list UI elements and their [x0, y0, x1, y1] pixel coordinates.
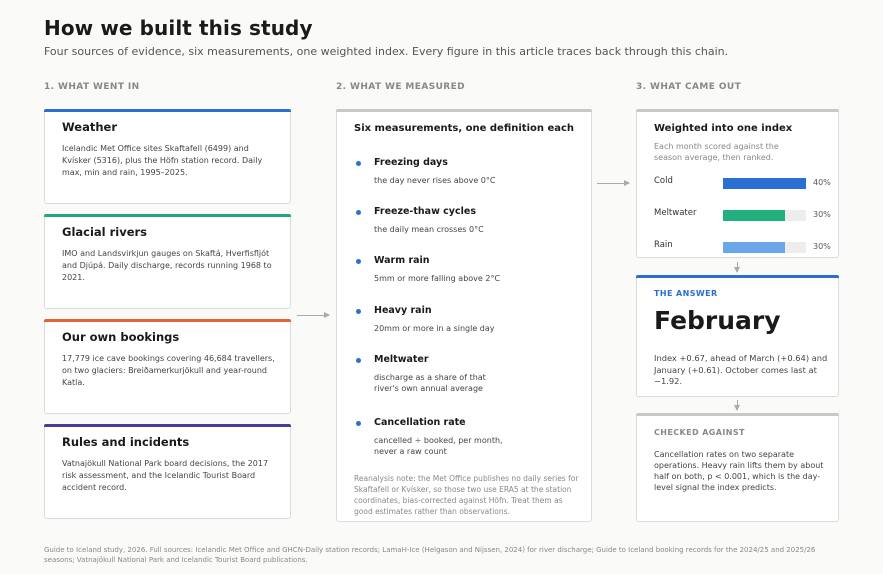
measurements-card [336, 109, 592, 522]
flow-arrow-right [297, 315, 329, 316]
measurement-name: Meltwater [374, 354, 429, 365]
card-top-bar [336, 109, 592, 112]
source-accent-bar [44, 319, 291, 322]
page-title: How we built this study [44, 16, 313, 40]
measurement-definition: 20mm or more in a single day [374, 324, 495, 333]
source-accent-bar [44, 109, 291, 112]
source-card-glacial-rivers [44, 214, 291, 309]
source-description: 17,779 ice cave bookings covering 46,684 travellers, on two glaciers: Breiðamerkurjökull and year-round Katla. [62, 354, 275, 387]
measurement-definition: discharge as a share of that river's own annual average [374, 373, 486, 393]
source-card-weather [44, 109, 291, 204]
weight-bar-track [723, 178, 806, 189]
flow-arrow-down [737, 400, 738, 410]
measurement-name: Freezing days [374, 157, 448, 168]
flow-arrow-right [597, 183, 629, 184]
measurement-name: Cancellation rate [374, 417, 466, 428]
weight-row [654, 208, 829, 222]
weight-label: Rain [654, 240, 673, 250]
source-title: Glacial rivers [62, 225, 148, 239]
weight-label: Cold [654, 176, 673, 186]
bullet-dot-icon [356, 161, 361, 166]
page-subtitle: Four sources of evidence, six measurements, one weighted index. Every figure in this article traces back through this chain. [44, 45, 729, 58]
bullet-dot-icon [356, 259, 361, 264]
source-description: Icelandic Met Office sites Skaftafell (6499) and Kvísker (5316), plus the Höfn station record. Daily max, min and rain, 1995–2025. [62, 144, 263, 177]
measurement-name: Freeze-thaw cycles [374, 206, 476, 217]
weighted-index-card [636, 109, 839, 258]
source-accent-bar [44, 424, 291, 427]
card-top-bar [636, 413, 839, 416]
source-title: Rules and incidents [62, 435, 190, 449]
weight-percent: 30% [813, 210, 831, 219]
measurement-definition: the daily mean crosses 0°C [374, 225, 484, 234]
measurement-name: Heavy rain [374, 305, 432, 316]
source-title: Our own bookings [62, 330, 180, 344]
bullet-dot-icon [356, 358, 361, 363]
source-accent-bar [44, 214, 291, 217]
column-heading-outputs: 3. WHAT CAME OUT [636, 82, 742, 92]
bullet-dot-icon [356, 210, 361, 215]
checked-against-card [636, 413, 839, 522]
measurement-definition: cancelled ÷ booked, per month, never a raw count [374, 436, 503, 456]
reanalysis-note: Reanalysis note: the Met Office publishes no daily series for Skaftafell or Kvísker, so those two use ERA5 at the station coordinates, bias-corrected against Höfn. Treat them as good estimates rather than observations. [354, 474, 579, 516]
column-heading-measures: 2. WHAT WE MEASURED [336, 82, 466, 92]
weight-bar-fill [723, 242, 785, 253]
answer-month: February [654, 306, 781, 335]
column-heading-inputs: 1. WHAT WENT IN [44, 82, 140, 92]
source-card-bookings [44, 319, 291, 414]
weight-bar-fill [723, 210, 785, 221]
answer-detail: Index +0.67, ahead of March (+0.64) and January (+0.61). October comes last at −1.92. [654, 353, 828, 386]
weight-label: Meltwater [654, 208, 697, 218]
measurement-definition: the day never rises above 0°C [374, 176, 496, 185]
card-top-bar [636, 275, 839, 278]
bullet-dot-icon [356, 309, 361, 314]
weight-bar-track [723, 242, 806, 253]
answer-card [636, 275, 839, 397]
card-top-bar [636, 109, 839, 112]
answer-kicker: THE ANSWER [654, 289, 718, 298]
weight-bar-fill [723, 178, 806, 189]
weighted-subtext: Each month scored against the season average, then ranked. [654, 142, 779, 162]
weight-bar-track [723, 210, 806, 221]
weight-row [654, 176, 829, 190]
measurement-definition: 5mm or more falling above 2°C [374, 274, 501, 283]
bullet-dot-icon [356, 421, 361, 426]
source-description: Vatnajökull National Park board decisions, the 2017 risk assessment, and the Icelandic Tourist Board accident record. [62, 459, 269, 492]
source-description: IMO and Landsvirkjun gauges on Skaftá, Hverfisfljót and Djúpá. Daily discharge, records running 1968 to 2021. [62, 249, 272, 282]
footer-sources: Guide to Iceland study, 2026. Full sources: Icelandic Met Office and GHCN-Daily station records; LamaH-Ice (Helgason and Nijssen, 2024) for river discharge; Guide to Iceland booking records for the 2024/25 and 2025/26 seasons; Vatnajökull National Park and Icelandic Tourist Board publications. [44, 546, 816, 564]
source-card-rules [44, 424, 291, 519]
check-detail: Cancellation rates on two separate operations. Heavy rain lifts them by about half on both, p < 0.001, which is the day-level signal the index predicts. [654, 450, 824, 492]
measurements-heading: Six measurements, one definition each [354, 123, 575, 134]
source-title: Weather [62, 120, 117, 134]
weight-percent: 30% [813, 242, 831, 251]
weight-percent: 40% [813, 178, 831, 187]
weight-row [654, 240, 829, 254]
flow-arrow-down [737, 262, 738, 272]
check-kicker: CHECKED AGAINST [654, 428, 745, 437]
measurement-name: Warm rain [374, 255, 430, 266]
weighted-heading: Weighted into one index [654, 123, 793, 134]
